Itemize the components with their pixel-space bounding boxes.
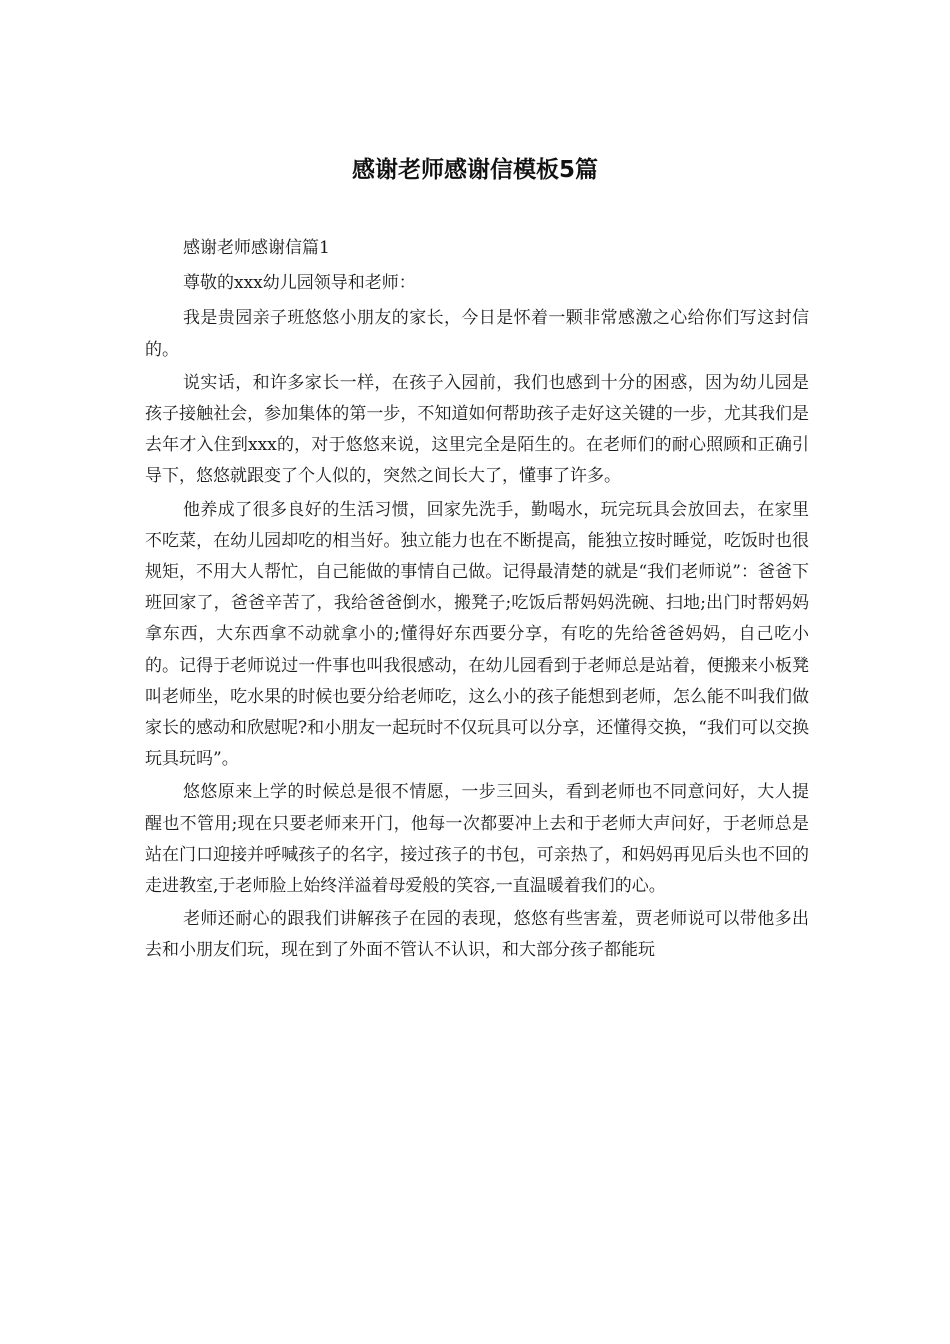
document-body [145, 233, 809, 969]
paragraph-2: 说实话，和许多家长一样，在孩子入园前，我们也感到十分的困惑，因为幼儿园是孩子接触社会，参加集体的第一步，不知道如何帮助孩子走好这关键的一步，尤其我们是去年才入住到xxx的，对于悠悠来说，这里完全是陌生的。在老师们的耐心照顾和正确引导下，悠悠就跟变了个人似的，突然之间长大了，懂事了许多。 [145, 372, 809, 487]
section-heading: 感谢老师感谢信篇1 [183, 238, 330, 258]
paragraph-3: 他养成了很多良好的生活习惯，回家先洗手，勤喝水，玩完玩具会放回去，在家里不吃菜，在幼儿园却吃的相当好。独立能力也在不断提高，能独立按时睡觉，吃饭时也很规矩，不用大人帮忙，自己能做的事情自己做。记得最清楚的就是“我们老师说”：爸爸下班回家了，爸爸辛苦了，我给爸爸倒水，搬凳子;吃饭后帮妈妈洗碗、扫地;出门时帮妈妈拿东西，大东西拿不动就拿小的;懂得好东西要分享，有吃的先给爸爸妈妈，自己吃小的。记得于老师说过一件事也叫我很感动，在幼儿园看到于老师总是站着，便搬来小板凳叫老师坐，吃水果的时候也要分给老师吃，这么小的孩子能想到老师，怎么能不叫我们做家长的感动和欣慰呢?和小朋友一起玩时不仅玩具可以分享，还懂得交换，“我们可以交换玩具玩吗”。 [145, 499, 809, 770]
document-title: 感谢老师感谢信模板5篇 [351, 157, 598, 183]
paragraph-1: 我是贵园亲子班悠悠小朋友的家长，今日是怀着一颗非常感激之心给你们写这封信的。 [145, 308, 809, 360]
paragraph-4: 悠悠原来上学的时候总是很不情愿，一步三回头，看到老师也不同意问好，大人提醒也不管用;现在只要老师来开门，他每一次都要冲上去和于老师大声问好，于老师总是站在门口迎接并呼喊孩子的名字，接过孩子的书包，可亲热了，和妈妈再见后头也不回的走进教室,于老师脸上始终洋溢着母爱般的笑容,一直温暖着我们的心。 [145, 782, 809, 897]
salutation: 尊敬的xxx幼儿园领导和老师： [183, 273, 416, 294]
paragraph-5: 老师还耐心的跟我们讲解孩子在园的表现，悠悠有些害羞，贾老师说可以带他多出去和小朋友们玩，现在到了外面不管认不认识，和大部分孩子都能玩 [145, 909, 809, 961]
